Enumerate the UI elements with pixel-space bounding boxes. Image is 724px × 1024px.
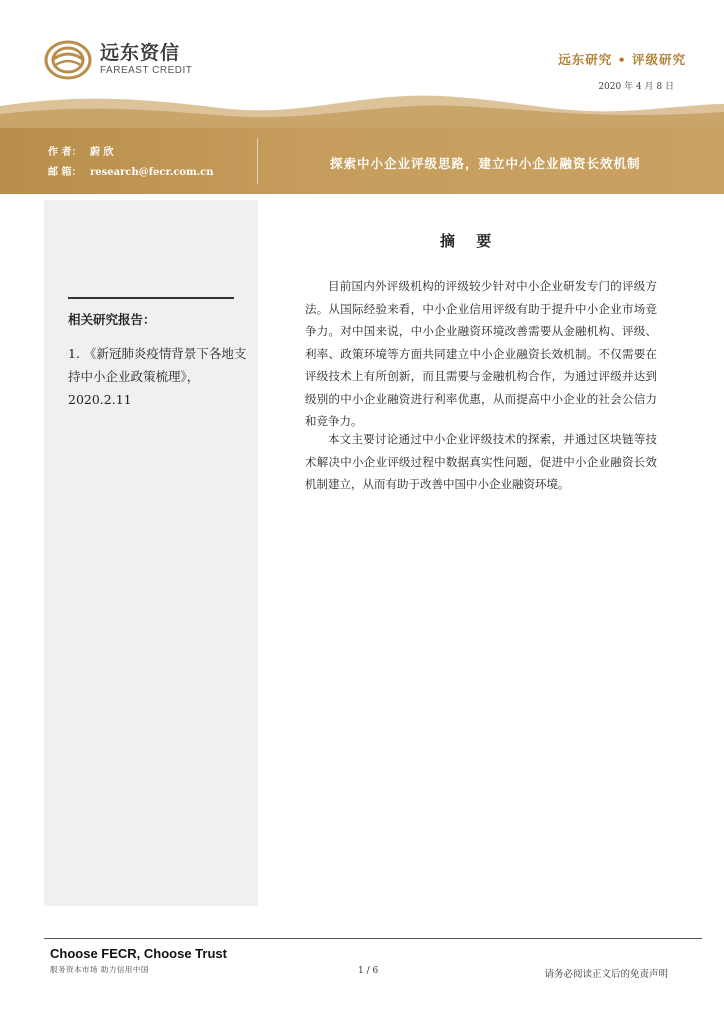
page-number: 1 / 6 [358, 966, 379, 976]
report-date: 2020 年 4 月 8 日 [598, 82, 674, 92]
email-label: 邮 箱： [48, 167, 82, 178]
company-logo [44, 40, 192, 80]
related-report-item[interactable] [68, 342, 248, 411]
abstract-paragraph: 目前国内外评级机构的评级较少针对中小企业研发专门的评级方法。从国际经验来看，中小企业信用评级有助于提升中小企业市场竞争力。对中国来说，中小企业融资环境改善需要从金融机构、评级、利率、政策环境等方面共同建立中小企业融资长效机制。不仅需要在评级技术上有所创新，而且需要与金融机构合作，为通过评级并达到级别的中小企业融资进行利率优惠，从而提高中小企业的社会公信力和竞争力。 [305, 279, 657, 428]
abstract-paragraph: 本文主要讨论通过中小企业评级技术的探索，并通过区块链等技术解决中小企业评级过程中数据真实性问题，促进中小企业融资长效机制建立，从而有助于改善中国中小企业融资环境。 [305, 432, 657, 491]
logo-name-en: FAREAST CREDIT [100, 65, 193, 76]
abstract-heading: 摘 要 [440, 232, 500, 250]
email-link[interactable]: research@fecr.com.cn [90, 167, 214, 178]
author-name: 蔚 欣 [90, 147, 114, 158]
related-research-sidebar [44, 200, 258, 906]
header-wave-decoration [0, 86, 724, 130]
email-line [48, 163, 214, 178]
footer-slogan-sub: 服务资本市场 助力信用中国 [50, 965, 149, 974]
report-title: 探索中小企业评级思路，建立中小企业融资长效机制 [330, 156, 641, 171]
report-series: 远东研究 • 评级研究 [558, 52, 686, 67]
author-line [48, 143, 113, 158]
fareast-logo-icon [44, 40, 92, 80]
footer-slogan: Choose FECR, Choose Trust [50, 946, 227, 961]
related-report-date: 2020.2.11 [68, 392, 132, 407]
disclaimer-note: 请务必阅读正文后的免责声明 [544, 969, 668, 980]
header-banner [0, 128, 724, 194]
related-research-heading: 相关研究报告： [68, 312, 156, 327]
author-label: 作 者： [48, 147, 82, 158]
sidebar-rule [68, 297, 234, 299]
related-report-title: 1. 《新冠肺炎疫情背景下各地支持中小企业政策梳理》， [68, 346, 247, 384]
footer-divider [44, 938, 702, 939]
banner-divider [257, 138, 258, 184]
logo-name-cn: 远东资信 [100, 42, 181, 64]
